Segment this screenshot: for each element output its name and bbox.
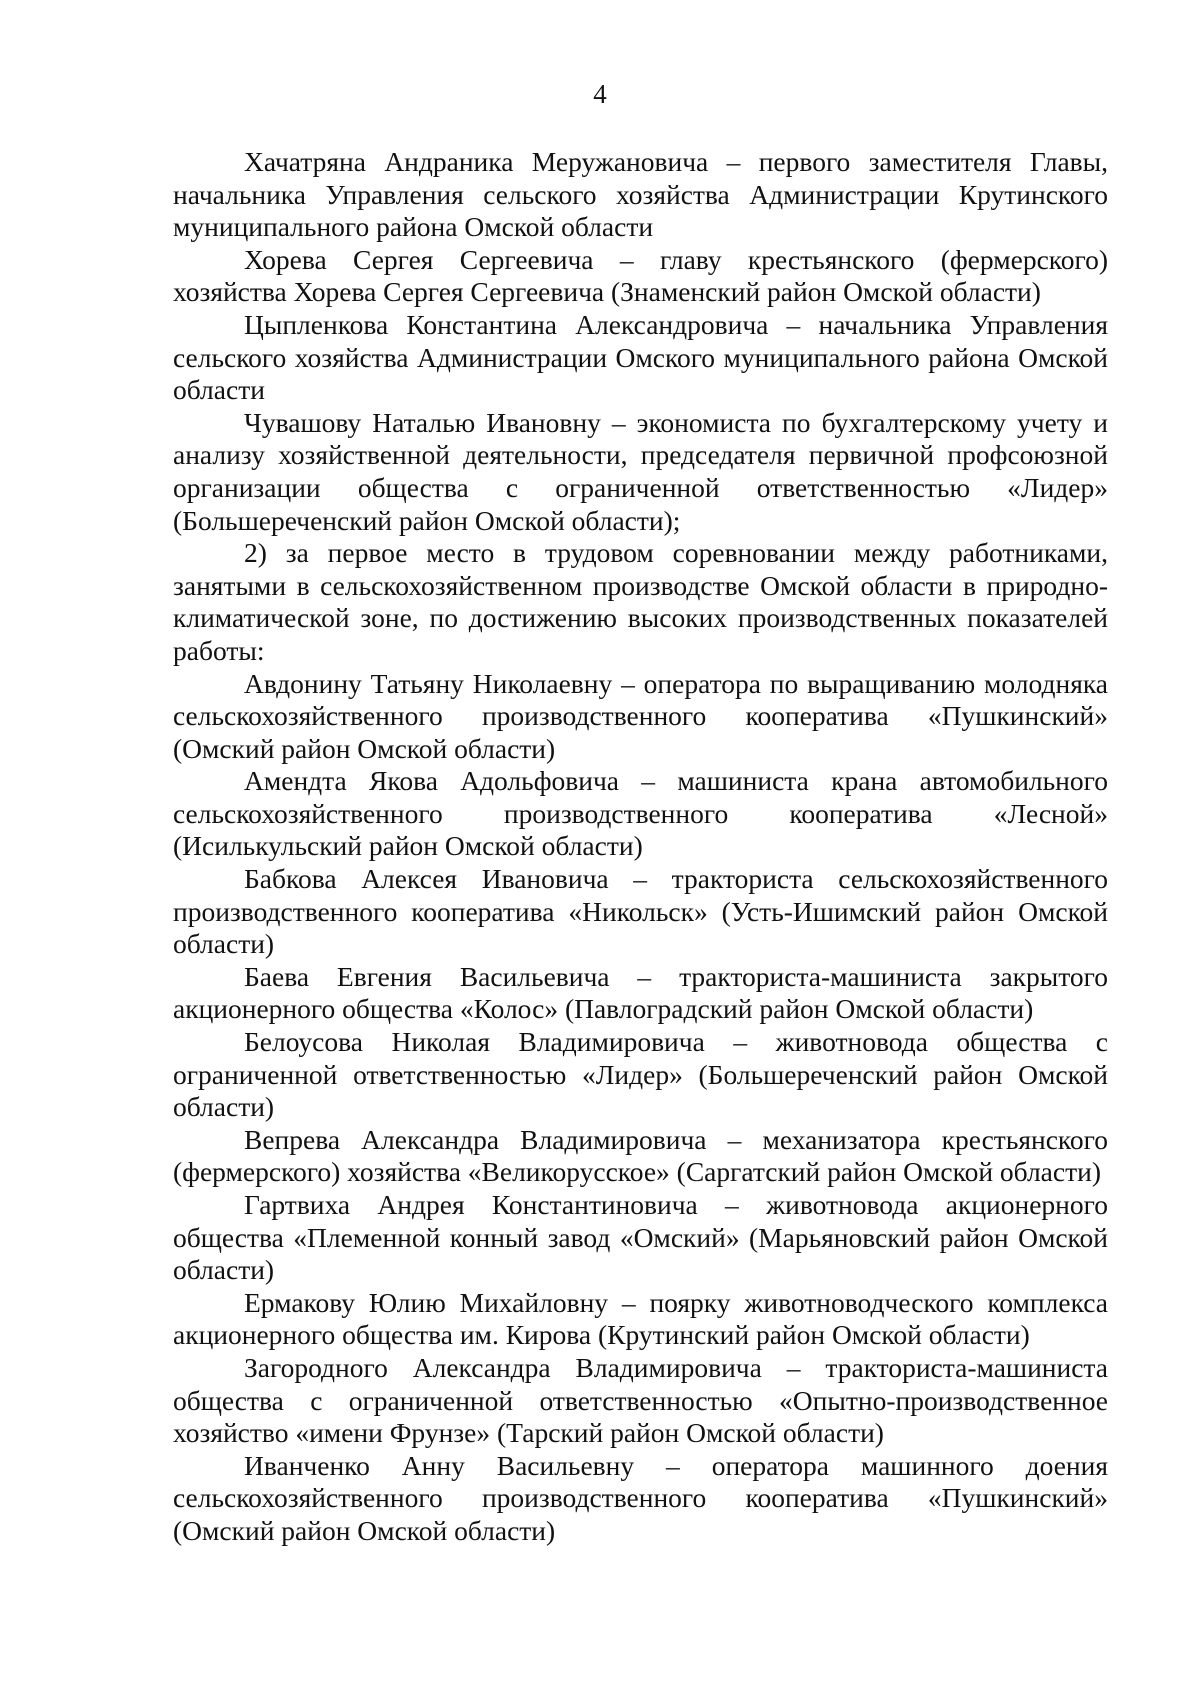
paragraph-khorev: Хорева Сергея Сергеевича – главу крестьянского (фермерского) хозяйства Хорева Сергея Сергеевича (Знаменский район Омской области) [173,243,1108,308]
paragraph-section-2: 2) за первое место в трудовом соревновании между работниками, занятыми в сельскохозяйственном производстве Омской области в природно-климатической зоне, по достижению высоких производственных показателей работы: [173,537,1108,666]
paragraph-ivanchenko: Иванченко Анну Васильевну – оператора машинного доения сельскохозяйственного производственного кооператива «Пушкинский» (Омский район Омской области) [173,1449,1108,1546]
paragraph-ermakova: Ермакову Юлию Михайловну – поярку животноводческого комплекса акционерного общества им. Кирова (Крутинский район Омской области) [173,1286,1108,1351]
paragraph-zagorodny: Загородного Александра Владимировича – тракториста-машиниста общества с ограниченной ответственностью «Опытно-производственное хозяйство «имени Фрунзе» (Тарский район Омской области) [173,1351,1108,1449]
paragraph-khachatryan: Хачатряна Андраника Меружановича – первого заместителя Главы, начальника Управления сельского хозяйства Администрации Крутинского муниципального района Омской области [173,146,1108,243]
document-body [173,146,1108,1548]
paragraph-veprev: Вепрева Александра Владимировича – механизатора крестьянского (фермерского) хозяйства «Великорусское» (Саргатский район Омской области) [173,1123,1108,1188]
paragraph-gartvikh: Гартвиха Андрея Константиновича – животновода акционерного общества «Племенной конный завод «Омский» (Марьяновский район Омской области) [173,1189,1108,1286]
paragraph-baev: Баева Евгения Васильевича – тракториста-машиниста закрытого акционерного общества «Колос» (Павлоградский район Омской области) [173,960,1108,1025]
paragraph-amendt: Амендта Якова Адольфовича – машиниста крана автомобильного сельскохозяйственного производственного кооператива «Лесной» (Исилькульский район Омской области) [173,765,1108,862]
paragraph-babkov: Бабкова Алексея Ивановича – тракториста сельскохозяйственного производственного кооператива «Никольск» (Усть-Ишимский район Омской области) [173,863,1108,960]
page-number: 4 [593,79,607,109]
paragraph-avdonina: Авдонину Татьяну Николаевну – оператора по выращиванию молодняка сельскохозяйственного производственного кооператива «Пушкинский» (Омский район Омской области) [173,667,1108,764]
paragraph-belousov: Белоусова Николая Владимировича – животновода общества с ограниченной ответственностью «Лидер» (Большереченский район Омской области) [173,1026,1108,1123]
paragraph-tsyplenkov: Цыпленкова Константина Александровича – начальника Управления сельского хозяйства Администрации Омского муниципального района Омской области [173,308,1108,406]
paragraph-chuvashova: Чувашову Наталью Ивановну – экономиста по бухгалтерскому учету и анализу хозяйственной деятельности, председателя первичной профсоюзной организации общества с ограниченной ответственностью «Лидер» (Большереченский район Омской области); [173,406,1108,536]
